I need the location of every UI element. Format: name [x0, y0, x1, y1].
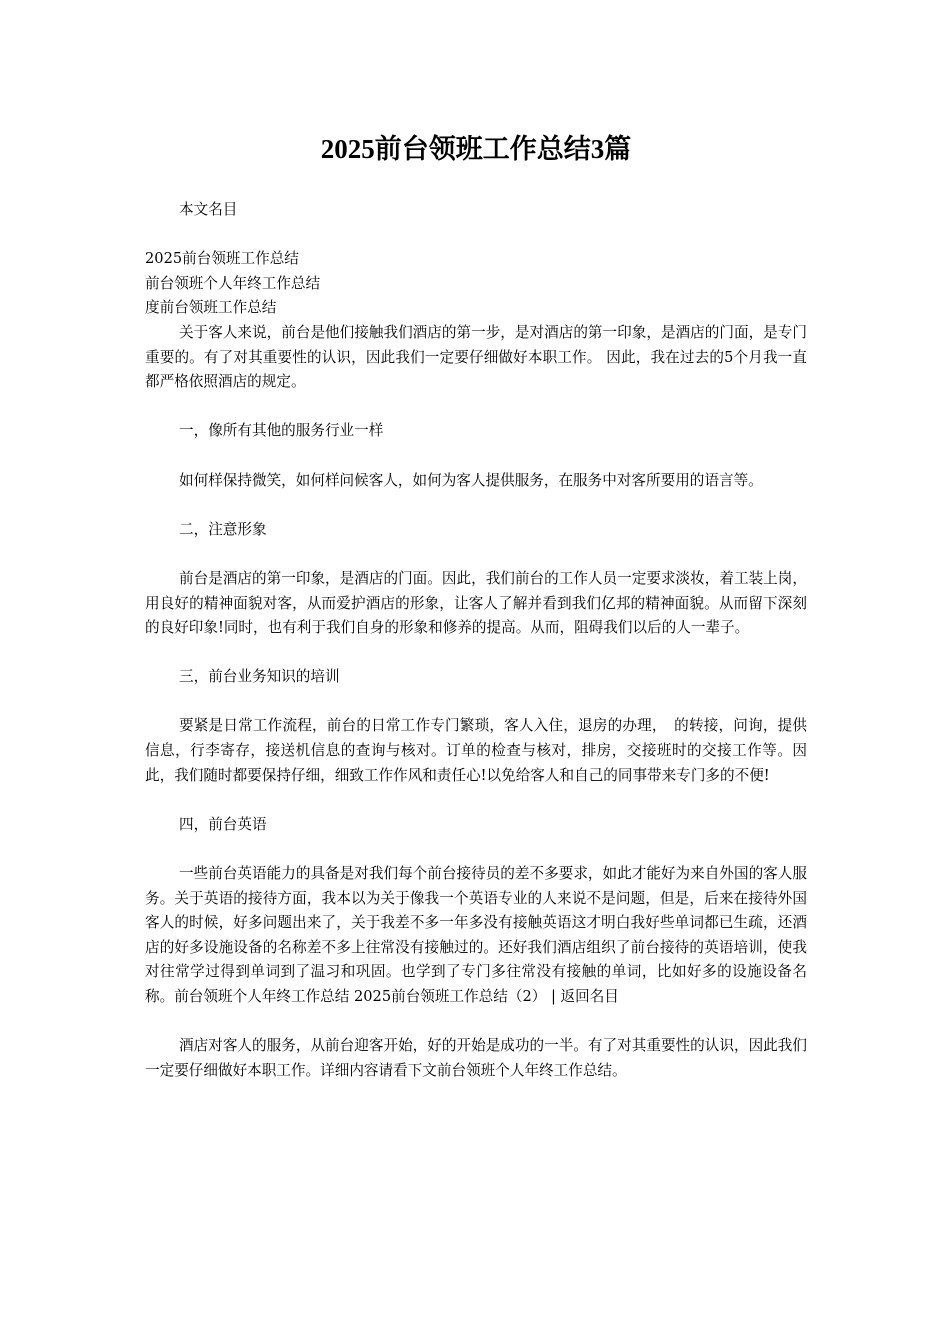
table-of-contents: [145, 247, 807, 321]
navigation-links[interactable]: 前台领班个人年终工作总结 2025前台领班工作总结（2） | 返回名目: [174, 988, 619, 1005]
section-paragraph-2: 前台是酒店的第一印象，是酒店的门面。因此，我们前台的工作人员一定要求淡妆，着工装上岗，用良好的精神面貌对客，从而爱护酒店的形象，让客人了解并看到我们亿邦的精神面貌。从而留下深刻的良好印象!同时，也有利于我们自身的形象和修养的提高。从而，阻碍我们以后的人一辈子。: [145, 569, 807, 637]
section-heading-2: 二，注意形象: [179, 520, 267, 538]
toc-link-3[interactable]: 度前台领班工作总结: [145, 299, 277, 317]
section-paragraph-4-text: 一些前台英语能力的具备是对我们每个前台接待员的差不多要求，如此才能好为来自外国的客人服务。关于英语的接待方面，我本以为关于像我一个英语专业的人来说不是问题，但是，后来在接待外国客人的时候，好多问题出来了，关于我差不多一年多没有接触英语这才明白我好些单词都已生疏，还酒店的好多设施设备的名称差不多上往常没有接触过的。还好我们酒店组织了前台接待的英语培训，使我对往常学过得到单词到了温习和巩固。也学到了专门多往常没有接触的单词，比如好多的设施设备名称。: [145, 865, 807, 1005]
section-paragraph-5: 酒店对客人的服务，从前台迎客开始，好的开始是成功的一半。有了对其重要性的认识，因此我们一定要仔细做好本职工作。详细内容请看下文前台领班个人年终工作总结。: [145, 1037, 807, 1079]
document-title: 2025前台领班工作总结3篇: [320, 134, 632, 164]
toc-link-2[interactable]: 前台领班个人年终工作总结: [145, 274, 321, 292]
section-paragraph-3: 要紧是日常工作流程，前台的日常工作专门繁琐，客人入住，退房的办理， 的转接，问询，提供信息，行李寄存，接送机信息的查询与核对。订单的检查与核对，排房，交接班时的交接工作等。因此，我们随时都要保持仔细，细致工作作风和责任心!以免给客人和自己的同事带来专门多的不便!: [145, 717, 807, 784]
toc-heading: 本文名目: [179, 201, 238, 218]
section-heading-3: 三，前台业务知识的培训: [179, 668, 340, 686]
section-paragraph-4: [145, 862, 807, 1010]
section-paragraph-1: 如何样保持微笑，如何样问候客人，如何为客人提供服务，在服务中对客所要用的语言等。: [179, 471, 763, 489]
toc-link-1[interactable]: 2025前台领班工作总结: [145, 250, 299, 268]
intro-paragraph: 关于客人来说，前台是他们接触我们酒店的第一步，是对酒店的第一印象，是酒店的门面，是专门重要的。有了对其重要性的认识，因此我们一定要仔细做好本职工作。 因此，我在过去的5个月我一直都严格依照酒店的规定。: [145, 323, 807, 391]
section-heading-1: 一，像所有其他的服务行业一样: [179, 422, 384, 440]
section-heading-4: 四，前台英语: [179, 815, 267, 833]
document-body: [145, 198, 807, 1083]
